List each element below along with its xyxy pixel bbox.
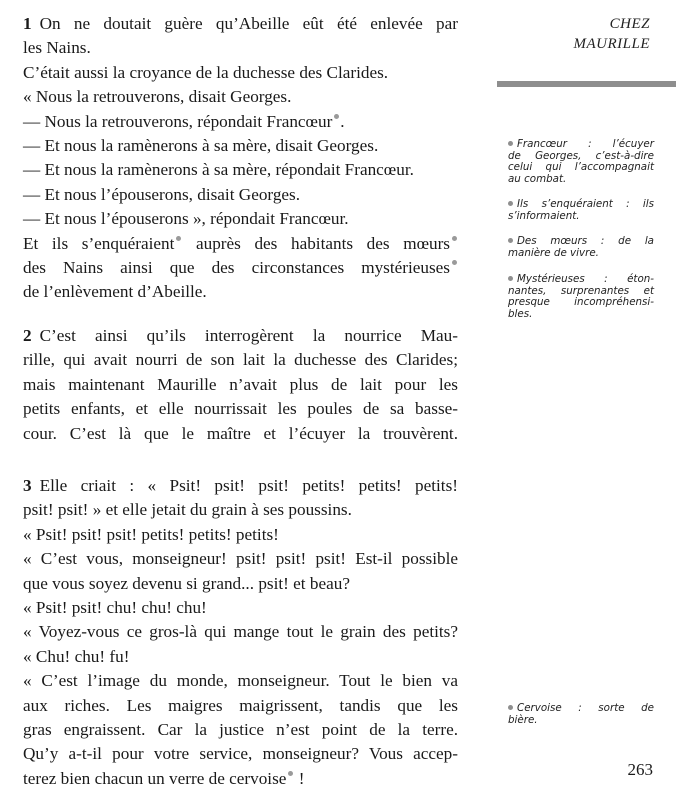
margin-note-cervoise: Cervoise : sorte de bière.	[508, 702, 654, 726]
note-marker-icon	[508, 238, 513, 243]
note-marker-icon	[452, 236, 457, 241]
note-marker-icon	[176, 236, 181, 241]
chapter-title-line-1: CHEZ	[609, 16, 650, 32]
note-marker-icon	[508, 276, 513, 281]
note-marker-icon	[508, 141, 513, 146]
note-marker-icon	[288, 771, 293, 776]
paragraph-number: 3	[23, 476, 32, 495]
page-number: 263	[627, 760, 653, 779]
note-marker-icon	[334, 114, 339, 119]
note-marker-icon	[508, 201, 513, 206]
margin-note-enqueraient: Ils s’enquéraient : ils s’informaient.	[508, 198, 654, 222]
chapter-title	[574, 14, 651, 54]
note-marker-icon	[508, 705, 513, 710]
paragraph-1: 1 On ne doutait guère qu’Abeille eût été enlevée par les Nains. C’était aussi la croyance de la duchesse des Clarides. « Nous la retrouverons, disait Georges. — Nous la retrouverons, répondait Francœur . — Et nous la ramènerons à sa mère, disait Georges. — Et nous la ramènerons à sa mère, répondait Francœur. — Et nous l’épouserons, disait Georges. — Et nous l’épouserons », répondait Francœur. Et ils s’enquéraient auprès des habitants des mœurs des Nains ainsi que des circonstances mystérieuses de l’enlèvement d’Abeille.	[23, 14, 458, 302]
margin-note-mysterieuses: Mystérieuses : éton- nantes, surprenantes et presque incompréhensi- bles.	[508, 273, 654, 320]
margin-note-francoeur: Francœur : l’écuyer de Georges, c’est-à-dire celui qui l’accompagnait au combat.	[508, 138, 654, 185]
chapter-title-line-2: MAURILLE	[573, 36, 650, 52]
note-marker-icon	[452, 260, 457, 265]
margin-note-moeurs: Des mœurs : de la manière de vivre.	[508, 235, 654, 259]
paragraph-3: 3 Elle criait : « Psit! psit! psit! petits! petits! petits! psit! psit! » et elle jetait du grain à ses poussins. « Psit! psit! psit! petits! petits! petits! « C’est vous, monseigneur! psit! psit! psit! Est-il possible que vous soyez devenu si grand... psit! et beau? « Psit! psit! chu! chu! chu! « Voyez-vous ce gros-là qui mange tout le grain des petits? « Chu! chu! fu! « C’est l’image du monde, monseigneur. Tout le bien va aux riches. Les maigres maigrissent, tandis que les gras engraissent. Car la justice n’est point de la terre. Qu’y a-t-il pour votre service, monseigneur? Vous accep- terez bien chacun un verre de cervoise !	[23, 476, 458, 788]
paragraph-2: 2 C’est ainsi qu’ils interrogèrent la nourrice Mau- rille, qui avait nourri de son lait la duchesse des Clarides; mais maintenant Maurille n’avait plus de lait pour les petits enfants, et elle nourrissait les poules de sa basse- cour. C’est là que le maître et l’écuyer la trouvèrent.	[23, 326, 458, 443]
margin-rule	[497, 81, 676, 87]
paragraph-number: 1	[23, 14, 32, 33]
paragraph-number: 2	[23, 326, 32, 345]
